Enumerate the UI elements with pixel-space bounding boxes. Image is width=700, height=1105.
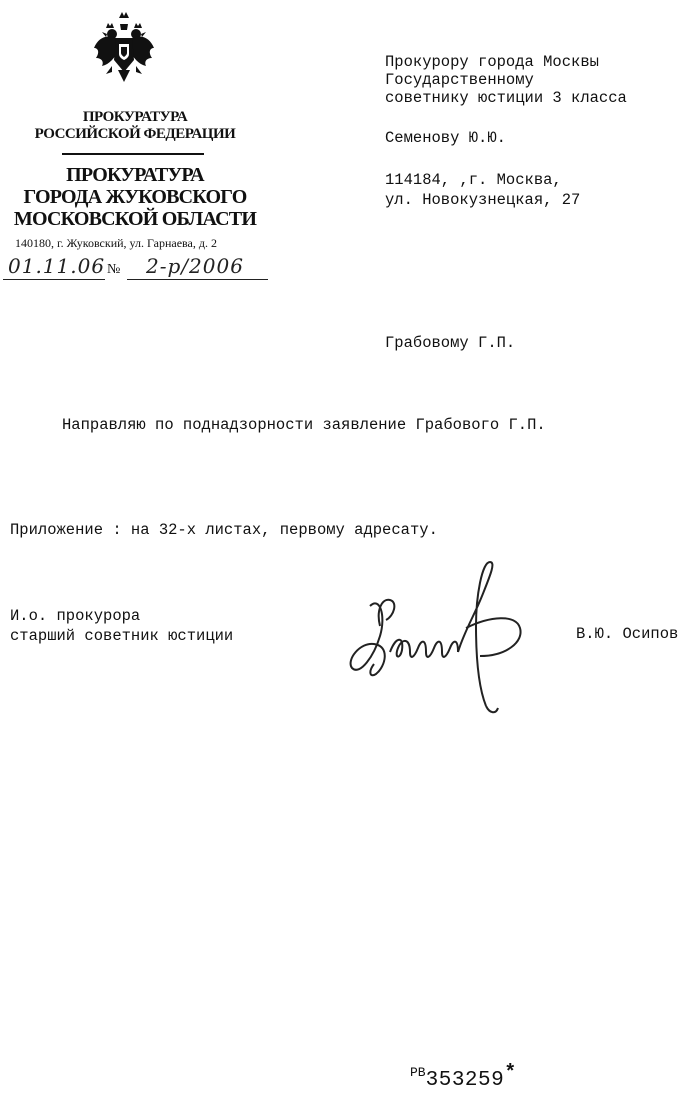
attachment-note: Приложение : на 32-х листах, первому адресату.	[10, 521, 438, 539]
recipient-name: Семенову Ю.Ю.	[385, 129, 506, 147]
recipient-zip-city: 114184, ,г. Москва,	[385, 171, 562, 189]
signer-name: В.Ю. Осипов	[576, 625, 679, 643]
recipient-line2: Государственному	[385, 71, 534, 89]
outgoing-date: 01.11.06	[8, 254, 106, 278]
serial-prefix: РВ	[410, 1065, 426, 1080]
department-title-line3: МОСКОВСКОЙ ОБЛАСТИ	[13, 208, 257, 230]
date-underline	[3, 279, 105, 280]
country-title: РОССИЙСКОЙ ФЕДЕРАЦИИ	[34, 126, 236, 142]
serial-star: *	[504, 1062, 517, 1085]
copy-recipient: Грабовому Г.П.	[385, 334, 516, 352]
agency-title: ПРОКУРАТУРА	[82, 109, 188, 125]
department-title-line2: ГОРОДА ЖУКОВСКОГО	[23, 186, 247, 208]
handwritten-signature	[340, 556, 530, 718]
department-title-line1: ПРОКУРАТУРА	[66, 164, 204, 186]
outgoing-number: 2-р/2006	[146, 254, 244, 278]
signer-title-line1: И.о. прокурора	[10, 607, 141, 625]
recipient-street: ул. Новокузнецкая, 27	[385, 191, 581, 209]
header-divider	[62, 153, 204, 155]
number-sign: №	[107, 262, 121, 277]
letter-body: Направляю по поднадзорности заявление Грабового Г.П.	[62, 416, 546, 434]
russian-double-headed-eagle-icon	[92, 8, 156, 88]
recipient-line1: Прокурору города Москвы	[385, 53, 599, 71]
form-serial-number	[410, 1062, 516, 1092]
recipient-line3: советнику юстиции 3 класса	[385, 89, 627, 107]
number-underline	[127, 279, 268, 280]
serial-number: 353259	[425, 1069, 505, 1092]
signer-title-line2: старший советник юстиции	[10, 627, 234, 645]
sender-address: 140180, г. Жуковский, ул. Гарнаева, д. 2	[15, 236, 217, 250]
